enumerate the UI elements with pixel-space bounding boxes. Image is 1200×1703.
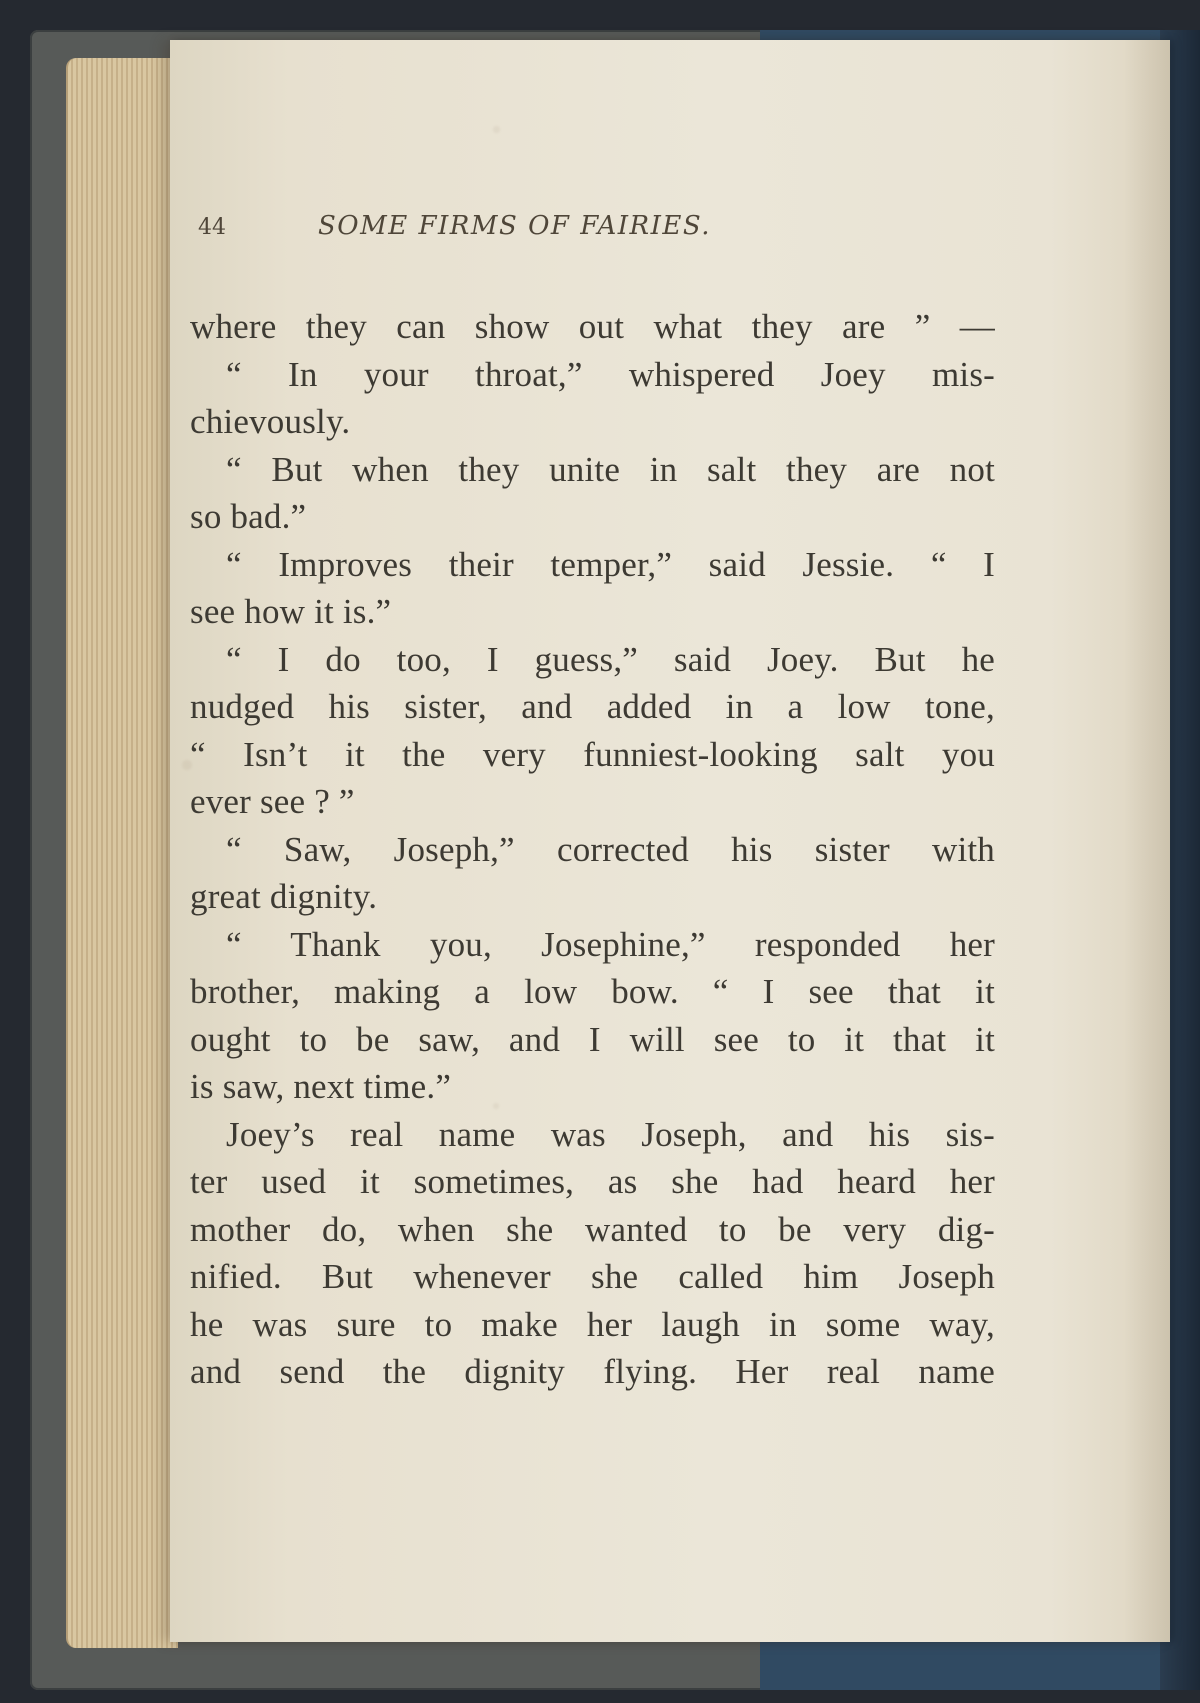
text-line: nudged his sister, and added in a low tone, (190, 687, 995, 726)
text-line: Joey’s real name was Joseph, and his sis- (226, 1114, 995, 1154)
text-line: mother do, when she wanted to be very dig- (190, 1209, 995, 1249)
text-line: brother, making a low bow. “ I see that it (190, 972, 995, 1011)
page-gutter-shadow (1124, 40, 1170, 1642)
text-line: great dignity. (190, 877, 378, 916)
text-line: nified. But whenever she called him Joseph (190, 1257, 995, 1296)
text-line: “ In your throat,” whispered Joey mis- (226, 354, 995, 394)
text-line: is saw, next time.” (190, 1067, 452, 1106)
text-line: “ Isn’t it the very funniest-looking salt you (190, 734, 995, 774)
page-header (198, 211, 978, 255)
text-line: chievously. (190, 402, 351, 441)
text-line: see how it is.” (190, 592, 392, 631)
text-line: and send the dignity flying. Her real name (190, 1352, 995, 1391)
text-line: “ Saw, Joseph,” corrected his sister with (226, 829, 995, 869)
page-number: 44 (198, 215, 226, 240)
body-text (190, 303, 995, 1396)
text-line: “ Thank you, Josephine,” responded her (226, 924, 995, 964)
page-spot (493, 126, 500, 133)
page-edge-stack (66, 58, 178, 1648)
text-line: ought to be saw, and I will see to it that it (190, 1019, 995, 1059)
running-head: SOME FIRMS OF FAIRIES. (318, 211, 712, 241)
text-line: “ I do too, I guess,” said Joey. But he (226, 639, 995, 679)
text-line: he was sure to make her laugh in some way, (190, 1304, 995, 1344)
text-line: where they can show out what they are ” — (190, 307, 995, 346)
text-line: ter used it sometimes, as she had heard her (190, 1162, 995, 1201)
text-line: ever see ? ” (190, 782, 355, 821)
text-line: “ But when they unite in salt they are not (226, 449, 995, 489)
text-line: “ Improves their temper,” said Jessie. “ I (226, 544, 995, 584)
text-line: so bad.” (190, 497, 307, 536)
